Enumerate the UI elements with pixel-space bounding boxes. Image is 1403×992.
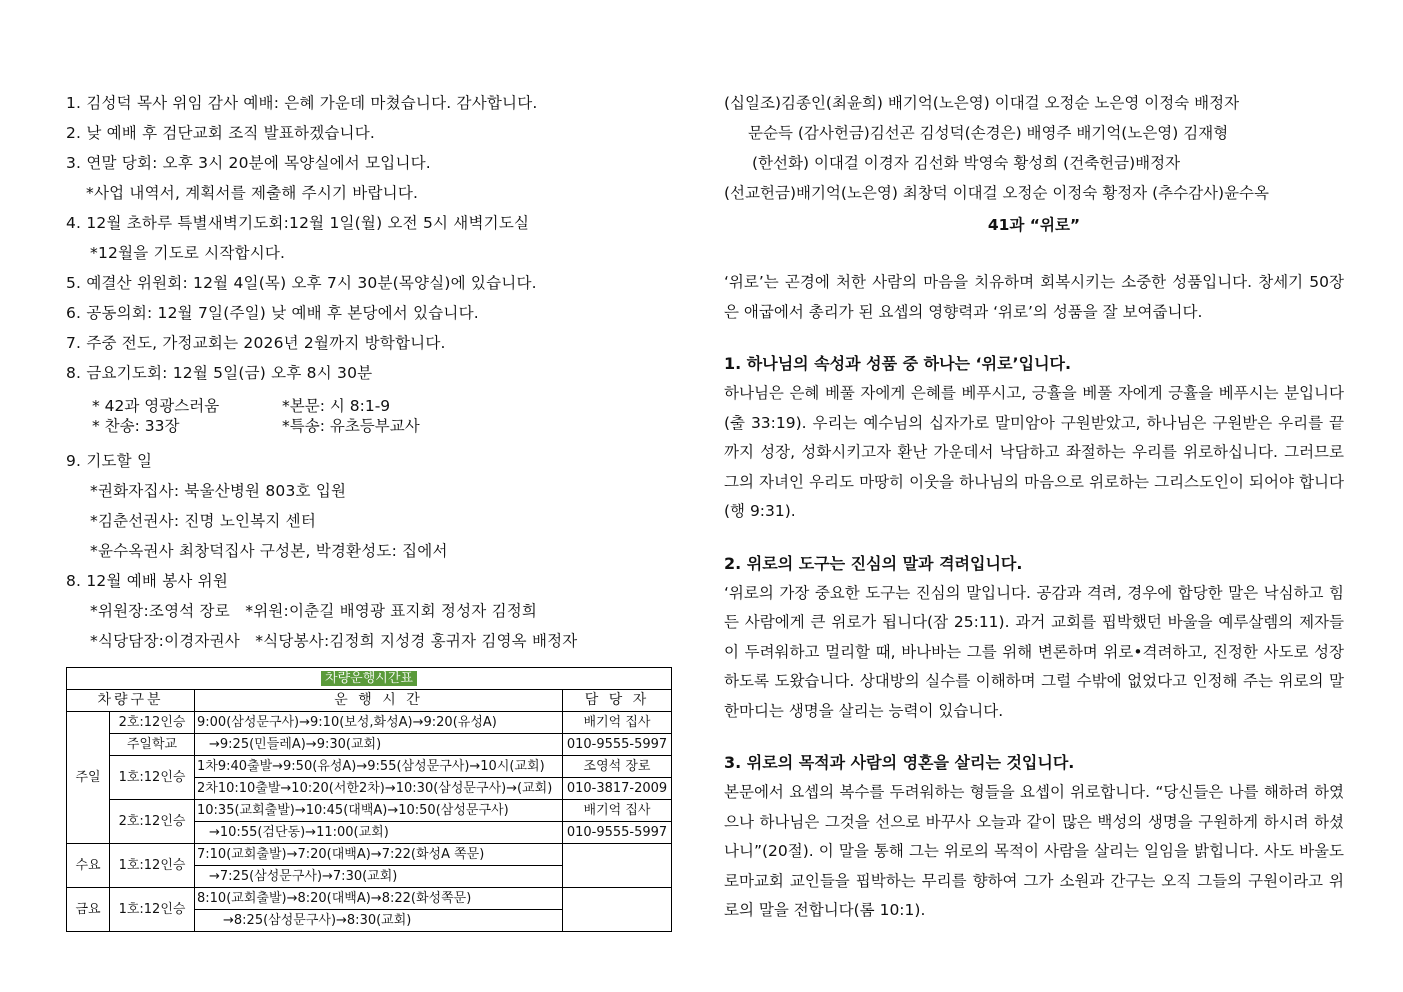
section-body-2: ‘위로의 가장 중요한 도구는 진심의 말입니다. 공감과 격려, 경우에 합당한 말은 낙심하고 힘든 사람에게 큰 위로가 됩니다(잠 25:11). 과거 교회를 핍박했던 바울을 예루살렘의 제자들이 두려워하고 멀리할 때, 바나바는 그를 위해 변론하며 위로•격려하고, 진정한 사도로 성장하도록 도왔습니다. 상대방의 실수를 이해하며 그럴 수밖에 없었다고 인정해 주는 위로의 말 한마디는 생명을 살리는 능력이 있습니다. [724,583,1344,720]
announcement-2: 2. 낮 예배 후 검단교회 조직 발표하겠습니다. [66,124,376,142]
friday-prayer-details [66,396,678,436]
day-friday: 금요 [67,888,110,932]
prayer-heading: 9. 기도할 일 [66,452,153,470]
announcement-7: 7. 주중 전도, 가정교회는 2026년 2월까지 방학합니다. [66,334,446,352]
prayer-item: *윤수옥권사 최창덕집사 구성본, 박경환성도: 집에서 [90,542,448,560]
offering-line: (선교헌금)배기억(노은영) 최창덕 이대걸 오정순 이정숙 황정자 (추수감사)윤수옥 [724,184,1269,202]
time-cell: 10:35(교회출발)→10:45(대백A)→10:50(삼성문구사) [195,800,563,822]
lesson-title: 41과 “위로” [987,216,1081,234]
phone-cell: 010-9555-5997 [563,734,672,756]
time-cell: →8:25(삼성문구사)→8:30(교회) [195,910,563,932]
time-cell: 9:00(삼성문구사)→9:10(보성,화성A)→9:20(유성A) [195,712,563,734]
time-cell: 7:10(교회출발)→7:20(대백A)→7:22(화성A 쪽문) [195,844,563,866]
person-cell: 배기억 집사 [563,712,672,734]
time-cell: 8:10(교회출발)→8:20(대백A)→8:22(화성쪽문) [195,888,563,910]
day-wednesday: 수요 [67,844,110,888]
vehicle-cell: 1호:12인승 [110,844,195,888]
prayer-item: *권화자집사: 북울산병원 803호 입원 [90,482,347,500]
announcement-8: 8. 금요기도회: 12월 5일(금) 오후 8시 30분 [66,364,373,382]
section-heading-3: 3. 위로의 목적과 사람의 영혼을 살리는 것입니다. [724,753,1075,772]
service-heading: 8. 12월 예배 봉사 위원 [66,572,229,590]
offering-line: 문순득 (감사헌금)김선곤 김성덕(손경은) 배영주 배기억(노은영) 김재형 [748,124,1229,142]
lesson-item: * 42과 영광스러움 [92,397,220,415]
time-cell: 1차9:40출발→9:50(유성A)→9:55(삼성문구사)→10시(교회) [195,756,563,778]
vehicle-schedule [66,667,672,932]
announcement-3-note: *사업 내역서, 계획서를 제출해 주시기 바랍니다. [86,184,419,202]
phone-cell: 010-3817-2009 [563,778,672,800]
lesson-intro: ‘위로’는 곤경에 처한 사람의 마음을 치유하며 회복시키는 소중한 성품입니다. 창세기 50장은 애굽에서 총리가 된 요셉의 영향력과 ‘위로’의 성품을 잘 보여줍니다. [724,273,1344,321]
person-cell-empty [563,844,672,888]
announcement-4: 4. 12월 초하루 특별새벽기도회:12월 1일(월) 오전 5시 새벽기도실 [66,214,530,232]
phone-cell: 010-9555-5997 [563,822,672,844]
header-person: 담 당 자 [563,690,672,712]
section-heading-1: 1. 하나님의 속성과 성품 중 하나는 ‘위로’입니다. [724,354,1072,373]
prayer-item: *김춘선권사: 진명 노인복지 센터 [90,512,317,530]
time-cell: →9:25(민들레A)→9:30(교회) [195,734,563,756]
text-item: *본문: 시 8:1-9 [282,397,391,415]
service-item: *식당담장:이경자권사 *식당봉사:김정희 지성경 홍귀자 김영옥 배정자 [90,632,578,650]
offering-line: (십일조)김종인(최윤희) 배기억(노은영) 이대걸 오정순 노은영 이정숙 배정자 [724,94,1240,112]
person-cell: 조영석 장로 [563,756,672,778]
announcement-6: 6. 공동의회: 12월 7일(주일) 낮 예배 후 본당에서 있습니다. [66,304,479,322]
header-vehicle: 차량구분 [67,690,195,712]
offering-line: (한선화) 이대걸 이경자 김선화 박영숙 황성희 (건축헌금)배정자 [752,154,1181,172]
lesson-column [724,88,1344,926]
special-song-item: *특송: 유초등부교사 [282,417,420,435]
vehicle-cell: 2호:12인승 [110,800,195,844]
table-caption: 차량운행시간표 [67,668,672,690]
vehicle-cell: 1호:12인승 [110,756,195,800]
announcement-1: 1. 김성덕 목사 위임 감사 예배: 은혜 가운데 마쳤습니다. 감사합니다. [66,94,538,112]
person-cell: 배기억 집사 [563,800,672,822]
section-body-3: 본문에서 요셉의 복수를 두려워하는 형들을 요셉이 위로합니다. “당신들은 나를 해하려 하였으나 하나님은 그것을 선으로 바꾸사 오늘과 같이 많은 백성의 생명을 구원하게 하시려 하셨나니”(20절). 이 말을 통해 그는 위로의 목적이 사람을 살리는 일임을 밝힙니다. 사도 바울도 로마교회 교인들을 핍박하는 무리를 향하여 그가 소원과 간구는 오직 그들의 구원이라고 위로의 말을 전합니다(롬 10:1). [724,783,1344,919]
day-sunday: 주일 [67,712,110,844]
service-item: *위원장:조영석 장로 *위원:이춘길 배영광 표지회 정성자 김정희 [90,602,538,620]
time-cell: →10:55(검단동)→11:00(교회) [195,822,563,844]
announcements-column [66,88,678,656]
header-time: 운 행 시 간 [195,690,563,712]
time-cell: →7:25(삼성문구사)→7:30(교회) [195,866,563,888]
vehicle-schedule-table [66,667,672,932]
person-cell-empty [563,888,672,932]
hymn-item: * 찬송: 33장 [92,417,180,435]
vehicle-cell: 2호:12인승 [110,712,195,734]
time-cell: 2차10:10출발→10:20(서한2차)→10:30(삼성문구사)→(교회) [195,778,563,800]
vehicle-sub-cell: 주일학교 [110,734,195,756]
announcement-5: 5. 예결산 위원회: 12월 4일(목) 오후 7시 30분(목양실)에 있습니다. [66,274,537,292]
announcement-4-note: *12월을 기도로 시작합시다. [90,244,286,262]
section-heading-2: 2. 위로의 도구는 진심의 말과 격려입니다. [724,553,1023,573]
section-body-1: 하나님은 은혜 베풀 자에게 은혜를 베푸시고, 긍휼을 베풀 자에게 긍휼을 베푸시는 분입니다(출 33:19). 우리는 예수님의 십자가로 말미암아 구원받았고, 하나님은 구원받은 우리를 끝까지 성장, 성화시키고자 환난 가운데서 낙담하고 좌절하는 우리를 위로하십니다. 그러므로 그의 자녀인 우리도 마땅히 이웃을 하나님의 마음으로 위로하는 그리스도인이 되어야 합니다(행 9:31). [724,384,1344,520]
vehicle-cell: 1호:12인승 [110,888,195,932]
announcement-3: 3. 연말 당회: 오후 3시 20분에 목양실에서 모입니다. [66,154,431,172]
